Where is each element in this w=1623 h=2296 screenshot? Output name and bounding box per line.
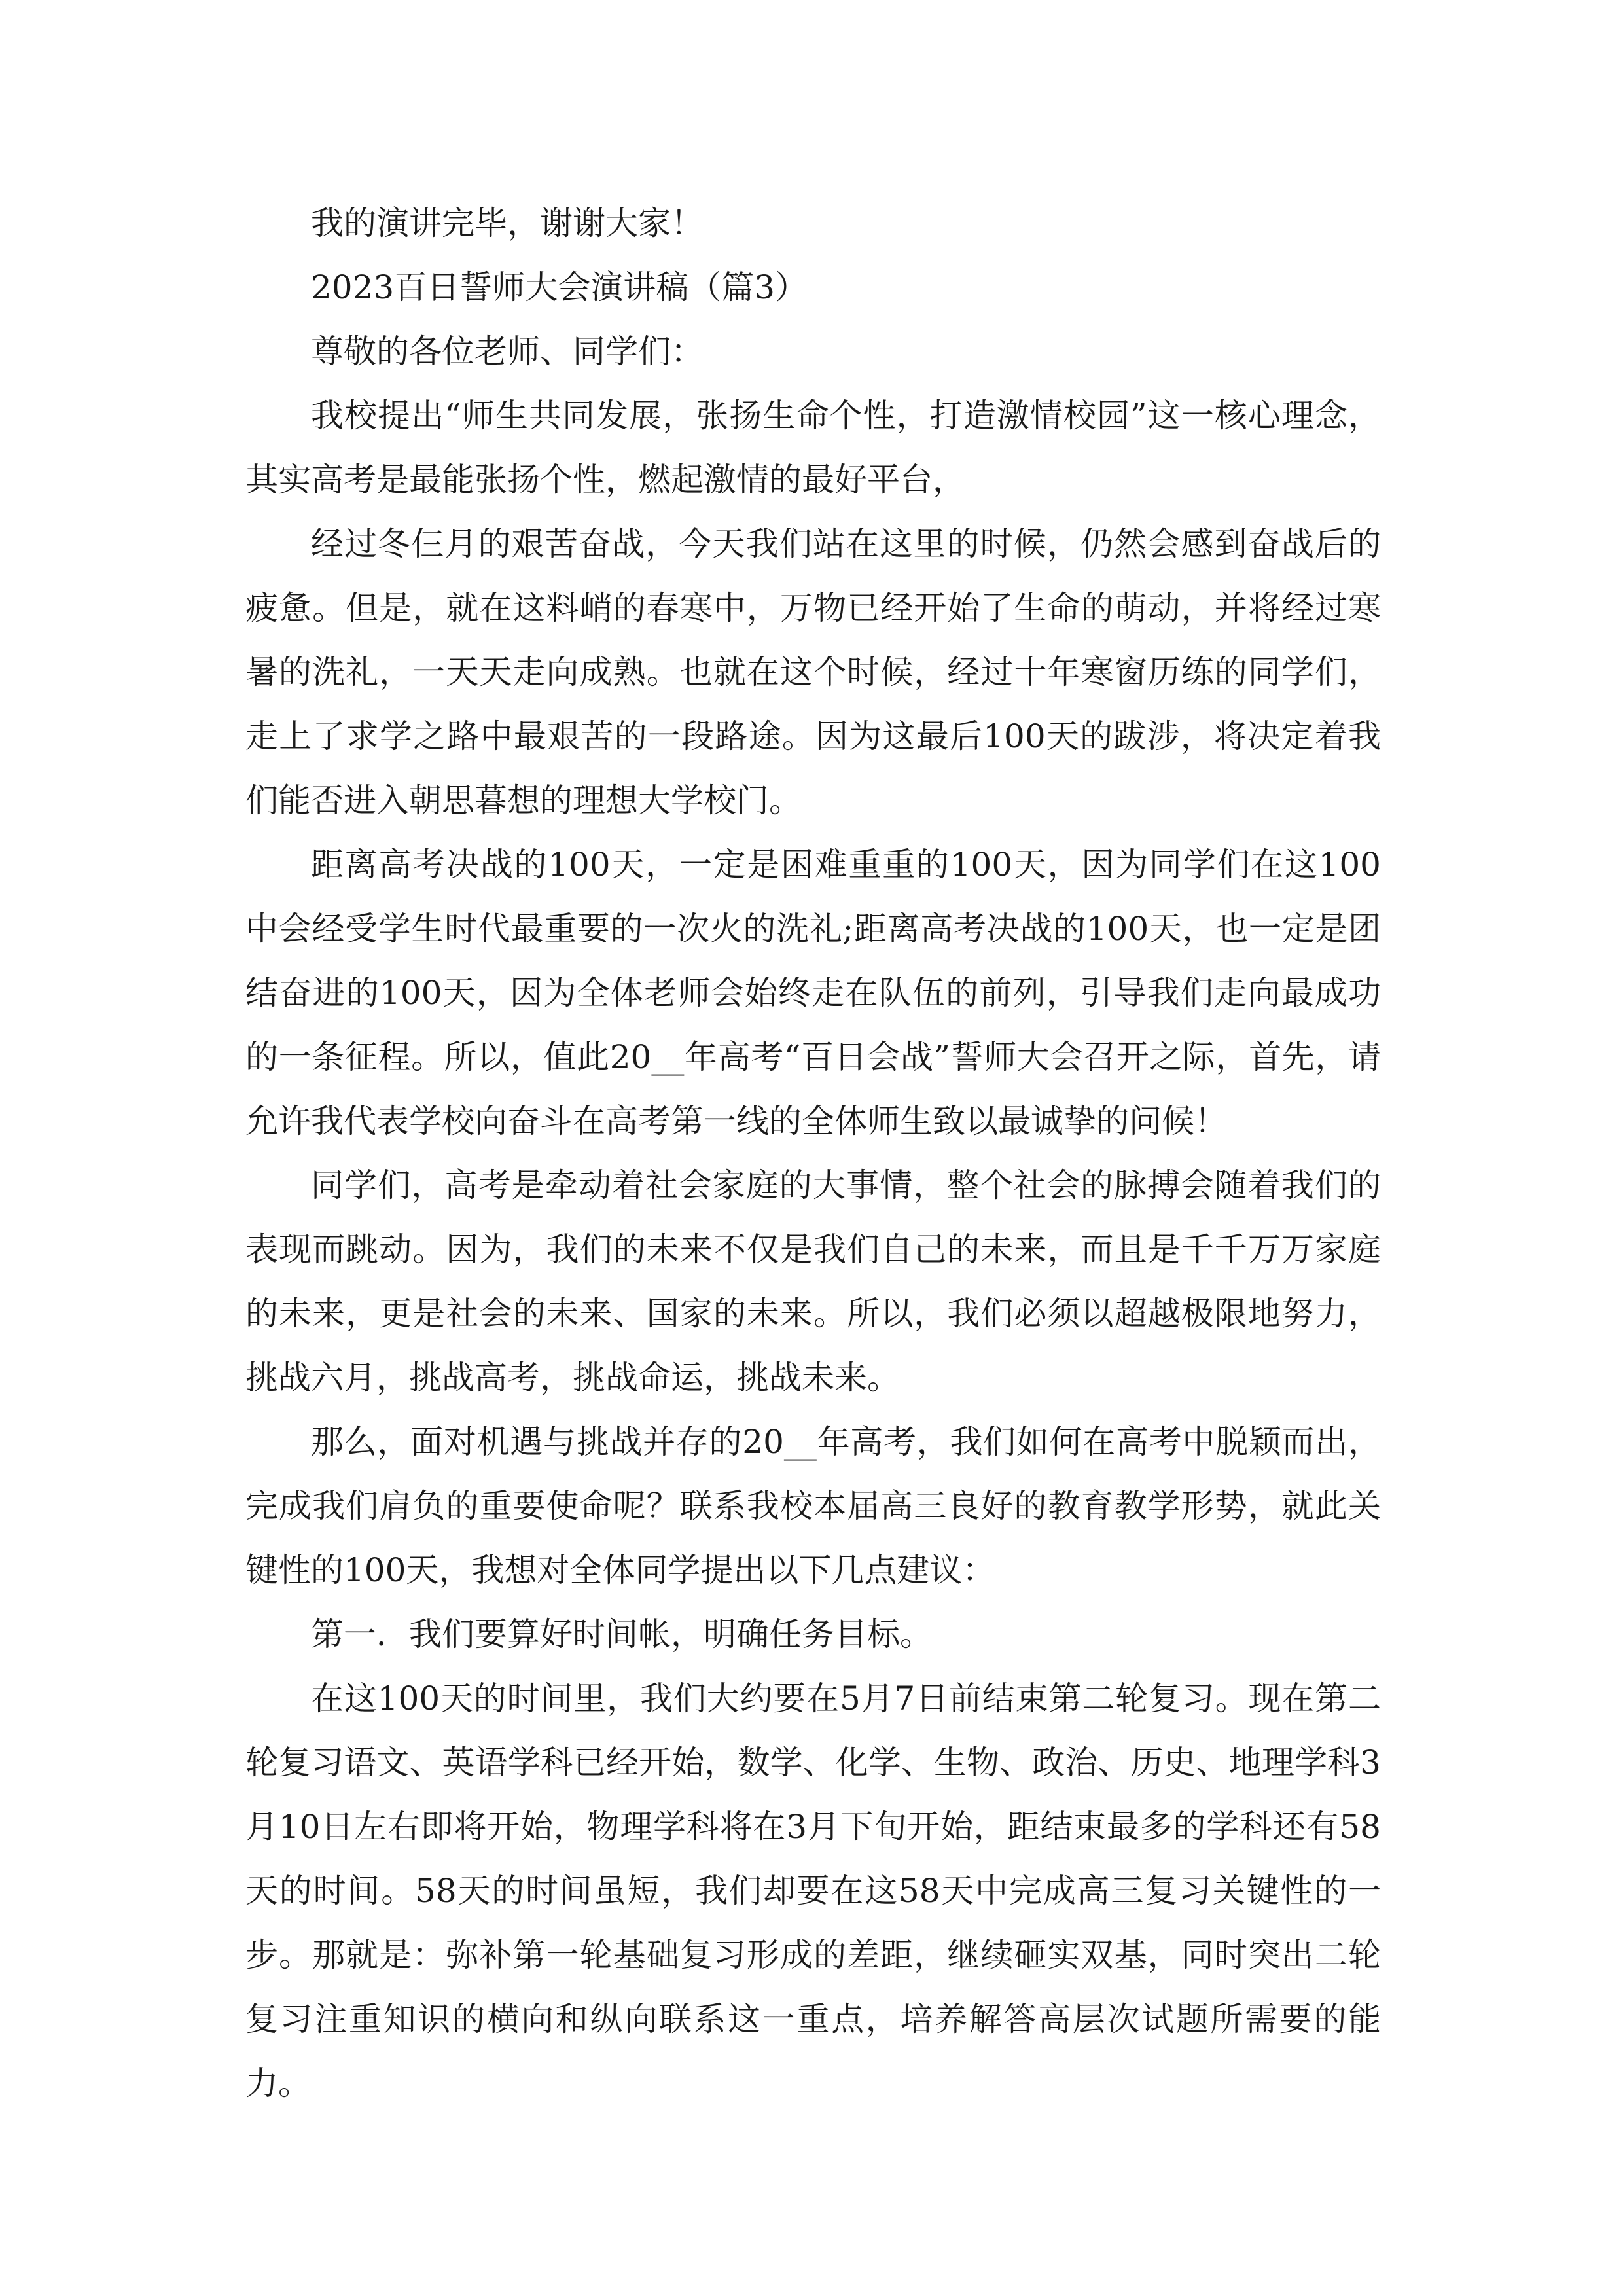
paragraph: 距离高考决战的100天，一定是困难重重的100天，因为同学们在这100中会经受学生时代最重要的一次火的洗礼;距离高考决战的100天，也一定是团结奋进的100天，因为全体老师会始终走在队伍的前列，引导我们走向最成功的一条征程。所以，值此20__年高考“百日会战”誓师大会召开之际，首先，请允许我代表学校向奋斗在高考第一线的全体师生致以最诚挚的问候！	[245, 846, 1381, 1140]
paragraph: 那么，面对机遇与挑战并存的20__年高考，我们如何在高考中脱颖而出，完成我们肩负的重要使命呢？联系我校本届高三良好的教育教学形势，就此关键性的100天，我想对全体同学提出以下几点建议：	[245, 1423, 1381, 1589]
paragraph: 同学们，高考是牵动着社会家庭的大事情，整个社会的脉搏会随着我们的表现而跳动。因为，我们的未来不仅是我们自己的未来，而且是千千万万家庭的未来，更是社会的未来、国家的未来。所以，我们必须以超越极限地努力，挑战六月，挑战高考，挑战命运，挑战未来。	[245, 1166, 1381, 1397]
paragraph: 在这100天的时间里，我们大约要在5月7日前结束第二轮复习。现在第二轮复习语文、英语学科已经开始，数学、化学、生物、政治、历史、地理学科3月10日左右即将开始，物理学科将在3月下旬开始，距结束最多的学科还有58天的时间。58天的时间虽短，我们却要在这58天中完成高三复习关键性的一步。那就是：弥补第一轮基础复习形成的差距，继续砸实双基，同时突出二轮复习注重知识的横向和纵向联系这一重点，培养解答高层次试题所需要的能力。	[245, 1679, 1381, 2102]
section-heading: 第一．我们要算好时间帐，明确任务目标。	[311, 1615, 933, 1653]
paragraph: 经过冬仨月的艰苦奋战，今天我们站在这里的时候，仍然会感到奋战后的疲惫。但是，就在这料峭的春寒中，万物已经开始了生命的萌动，并将经过寒暑的洗礼，一天天走向成熟。也就在这个时候，经过十年寒窗历练的同学们，走上了求学之路中最艰苦的一段路途。因为这最后100天的跋涉，将决定着我们能否进入朝思暮想的理想大学校门。	[245, 525, 1381, 819]
paragraph: 我校提出“师生共同发展，张扬生命个性，打造激情校园”这一核心理念，其实高考是最能张扬个性，燃起激情的最好平台，	[245, 397, 1381, 499]
closing-line: 我的演讲完毕，谢谢大家！	[311, 204, 704, 242]
document-body	[245, 191, 1381, 2115]
salutation: 尊敬的各位老师、同学们：	[311, 332, 704, 370]
speech-title: 2023百日誓师大会演讲稿（篇3）	[311, 268, 808, 306]
